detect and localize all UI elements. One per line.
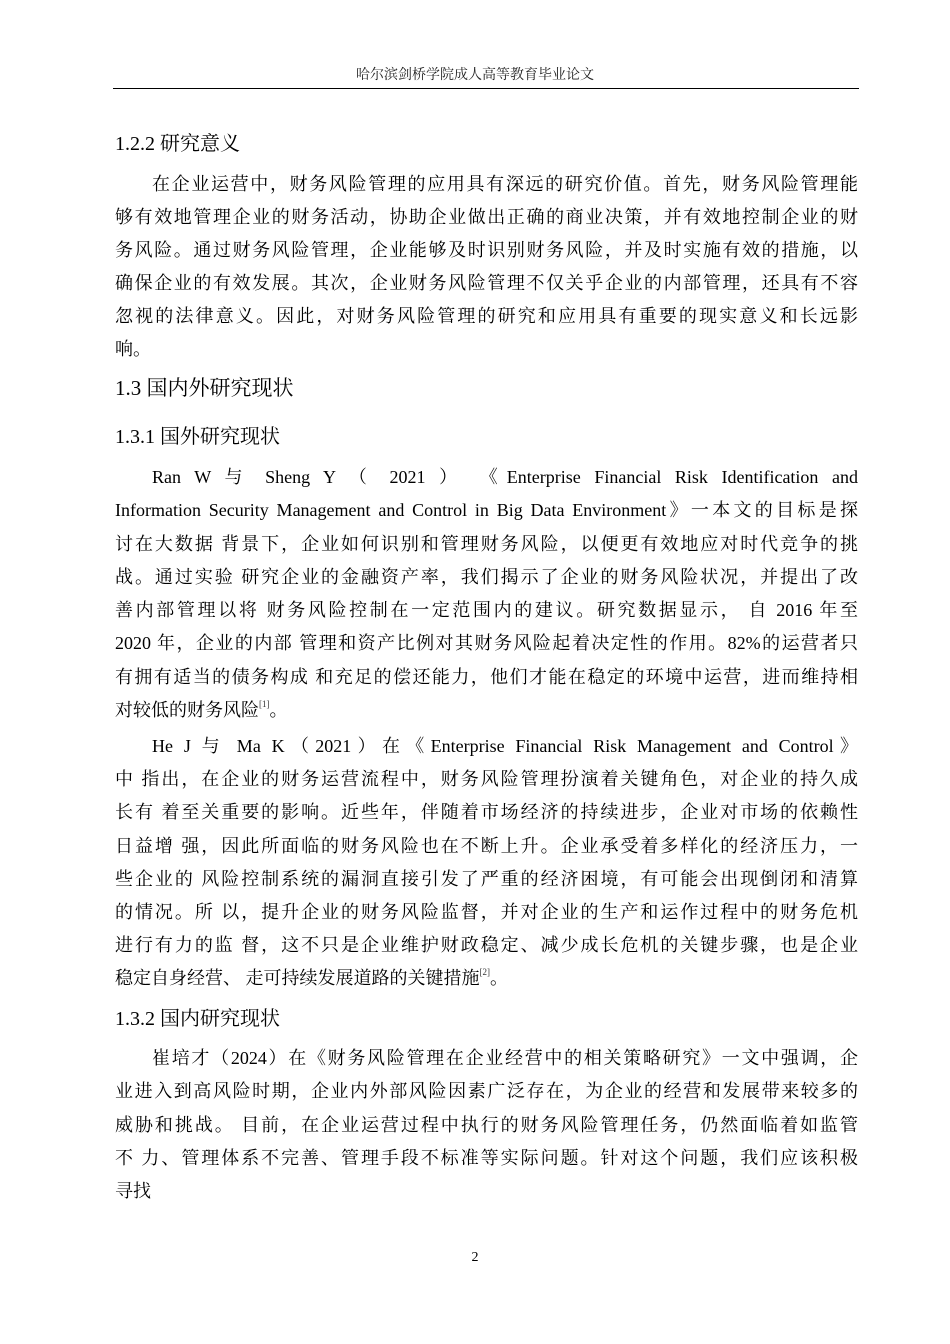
line-text: 务风险。通过财务风险管理，企业能够及时识别财务风险，并及时实施有效的措施，以 — [115, 240, 858, 260]
paragraph-line — [115, 205, 858, 229]
line-end-punctuation: 。 — [269, 700, 288, 720]
paragraph-line — [152, 734, 858, 758]
line-text: Ran W 与 Sheng Y （ 2021 ） 《Enterprise Financial Risk Identification and — [152, 467, 858, 487]
line-text: 够有效地管理企业的财务活动，协助企业做出正确的商业决策，并有效地控制企业的财 — [115, 207, 858, 227]
line-end-punctuation: 。 — [490, 968, 508, 988]
line-text: 些企业的 风险控制系统的漏洞直接引发了严重的经济困境，有可能会出现倒闭和清算 — [115, 869, 858, 889]
line-text: 忽视的法律意义。因此，对财务风险管理的研究和应用具有重要的现实意义和长远影 — [115, 306, 858, 326]
section-heading-1-2-2: 1.2.2 研究意义 — [115, 133, 240, 155]
paragraph-line — [115, 834, 858, 858]
line-text: 寻找 — [115, 1181, 151, 1201]
paragraph-line — [115, 665, 858, 689]
paragraph-line — [115, 1079, 858, 1103]
line-text: 威胁和挑战。 目前，在企业运营过程中执行的财务风险管理任务，仍然面临着如监管 — [115, 1115, 858, 1135]
paragraph-line — [115, 498, 858, 522]
line-text: 进行有力的监 督，这不只是企业维护财政稳定、减少成长危机的关键步骤，也是企业 — [115, 935, 858, 955]
paragraph-line — [115, 933, 858, 957]
running-header: 哈尔滨剑桥学院成人高等教育毕业论文 — [356, 68, 594, 83]
paragraph-line — [115, 1146, 858, 1170]
paragraph-line — [115, 304, 858, 328]
citation-marker[interactable]: [2] — [479, 967, 490, 977]
paragraph-line — [115, 900, 858, 924]
paragraph-line — [115, 966, 858, 990]
line-text: 讨在大数据 背景下，企业如何识别和管理财务风险，以便更有效地应对时代竞争的挑 — [115, 534, 858, 554]
paragraph-line — [115, 1179, 858, 1203]
page-number: 2 — [471, 1250, 479, 1265]
header-rule — [113, 88, 859, 89]
line-text: Information Security Management and Control in Big Data Environment》一本文的目标是探 — [115, 500, 858, 520]
paragraph-line — [115, 767, 858, 791]
paragraph-line — [152, 172, 858, 196]
paragraph-line — [152, 1046, 858, 1070]
paragraph-line — [115, 337, 858, 361]
line-text: 有拥有适当的债务构成 和充足的偿还能力，他们才能在稳定的环境中运营，进而维持相 — [115, 667, 858, 687]
section-heading-1-3-2: 1.3.2 国内研究现状 — [115, 1008, 280, 1030]
paragraph-line — [115, 271, 858, 295]
paragraph-line — [115, 238, 858, 262]
section-heading-1-3: 1.3 国内外研究现状 — [115, 376, 294, 400]
line-text: 稳定自身经营、 走可持续发展道路的关键措施 — [115, 968, 480, 988]
line-text: 善内部管理以将 财务风险控制在一定范围内的建议。研究数据显示， 自 2016 年至 — [115, 600, 858, 620]
line-text: 中 指出，在企业的财务运营流程中，财务风险管理扮演着关键角色，对企业的持久成 — [115, 769, 858, 789]
line-text: 战。通过实验 研究企业的金融资产率，我们揭示了企业的财务风险状况，并提出了改 — [115, 567, 858, 587]
section-heading-1-3-1: 1.3.1 国外研究现状 — [115, 426, 280, 448]
line-text: 不 力、管理体系不完善、管理手段不标准等实际问题。针对这个问题，我们应该积极 — [115, 1148, 858, 1168]
line-text: 在企业运营中，财务风险管理的应用具有深远的研究价值。首先，财务风险管理能 — [152, 174, 858, 194]
paragraph-line — [115, 1113, 858, 1137]
paragraph-line — [115, 532, 858, 556]
line-text: 的情况。所 以，提升企业的财务风险监督，并对企业的生产和运作过程中的财务危机 — [115, 902, 858, 922]
line-text: 2020 年，企业的内部 管理和资产比例对其财务风险起着决定性的作用。82%的运营者只 — [115, 633, 858, 653]
line-text: 崔培才（2024）在《财务风险管理在企业经营中的相关策略研究》一文中强调，企 — [152, 1048, 858, 1068]
paragraph-line — [115, 598, 858, 622]
paragraph-line — [115, 565, 858, 589]
paragraph-line — [152, 465, 858, 489]
line-text: 业进入到高风险时期，企业内外部风险因素广泛存在，为企业的经营和发展带来较多的 — [115, 1081, 858, 1101]
paragraph-line — [115, 800, 858, 824]
paragraph-line — [115, 867, 858, 891]
citation-marker[interactable]: [1] — [259, 699, 270, 709]
line-text: 对较低的财务风险 — [115, 700, 259, 720]
paragraph-line — [115, 698, 858, 722]
paragraph-line — [115, 631, 858, 655]
line-text: 响。 — [115, 339, 151, 359]
line-text: 日益增 强，因此所面临的财务风险也在不断上升。企业承受着多样化的经济压力，一 — [115, 836, 858, 856]
line-text: 长有 着至关重要的影响。近些年，伴随着市场经济的持续进步，企业对市场的依赖性 — [115, 802, 858, 822]
line-text: He J 与 Ma K（2021）在《Enterprise Financial Risk Management and Control》 — [152, 736, 858, 756]
line-text: 确保企业的有效发展。其次，企业财务风险管理不仅关乎企业的内部管理，还具有不容 — [115, 273, 858, 293]
